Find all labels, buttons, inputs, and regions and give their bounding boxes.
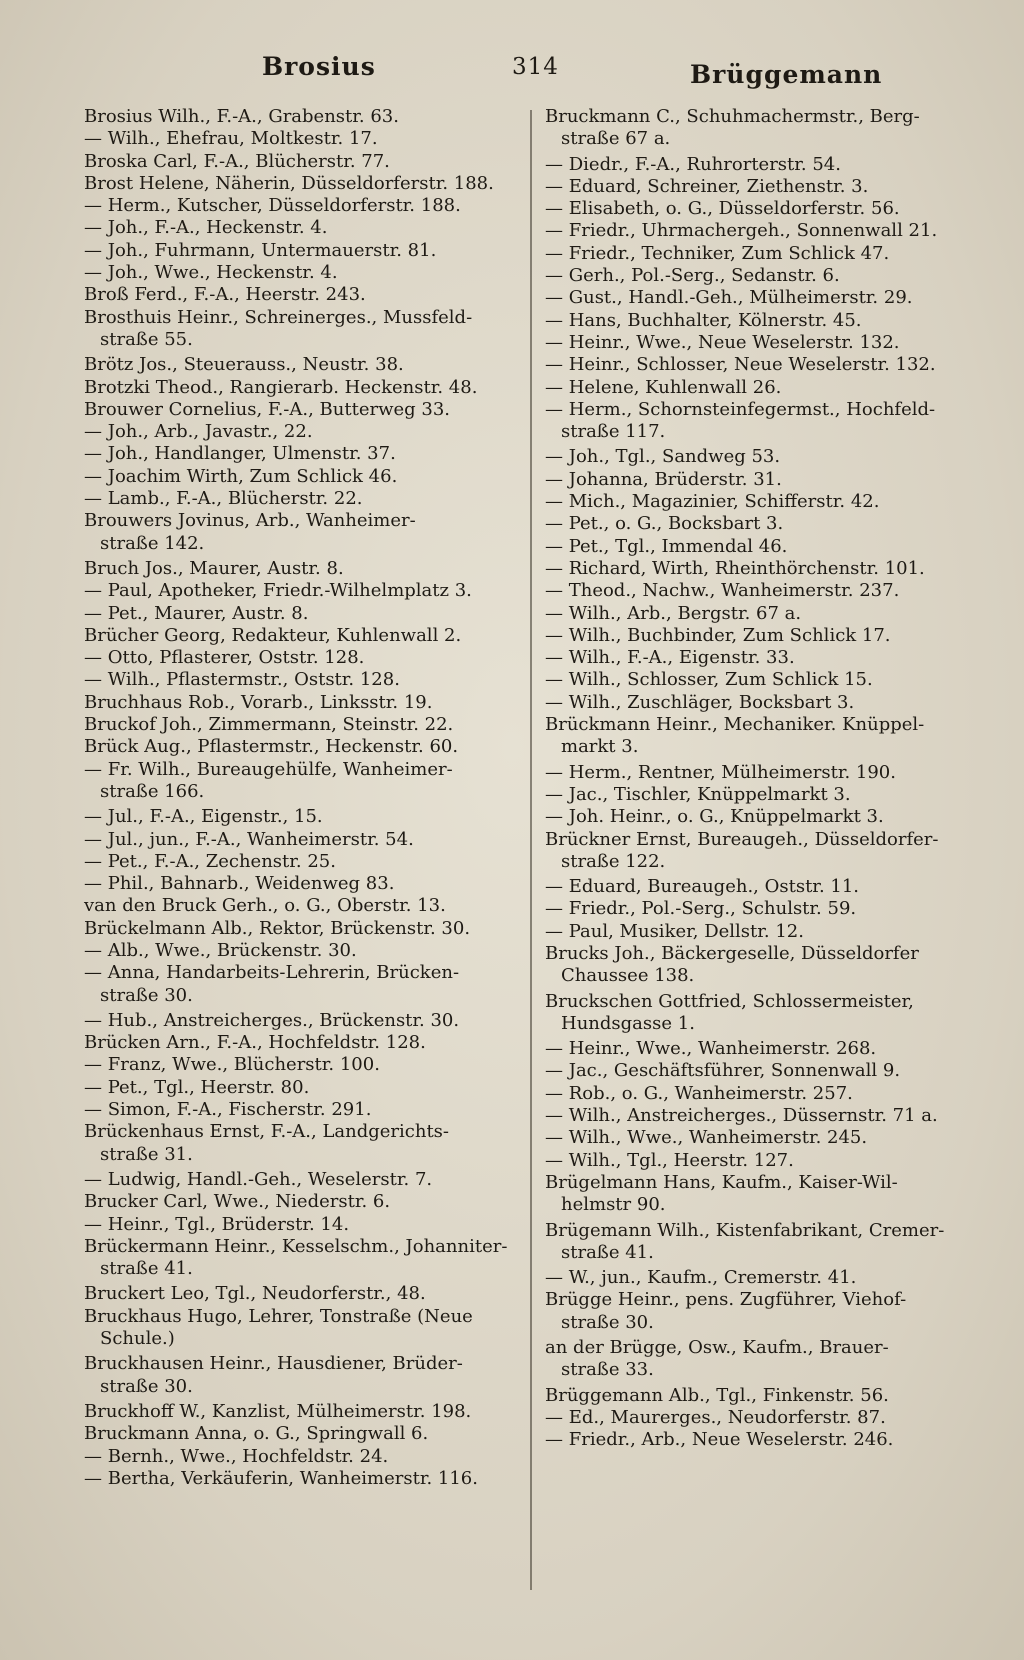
directory-entry: [545, 580, 985, 602]
directory-entry: [84, 217, 516, 239]
directory-entry: [84, 1236, 516, 1281]
directory-entry: [84, 240, 516, 262]
entry-text: Brügge Heinr., pens. Zugführer, Viehof-: [545, 1289, 907, 1311]
entry-text: an der Brügge, Osw., Kaufm., Brauer-: [545, 1337, 889, 1359]
directory-entry: [545, 898, 985, 920]
directory-entry: [545, 1150, 985, 1172]
directory-entry: [545, 669, 985, 691]
directory-entry: [545, 991, 985, 1036]
directory-entry: [545, 1038, 985, 1060]
directory-entry: [545, 446, 985, 468]
entry-text: Brügelmann Hans, Kaufm., Kaiser-Wil-: [545, 1171, 898, 1193]
entry-continuation: Schule.): [100, 1328, 175, 1350]
directory-entry: [545, 1407, 985, 1429]
directory-entry: [545, 943, 985, 988]
entry-text: Brucks Joh., Bäckergeselle, Düsseldorfer: [545, 942, 919, 964]
entry-text: — Joh., Handlanger, Ulmenstr. 37.: [84, 443, 396, 465]
entry-text: — Otto, Pflasterer, Oststr. 128.: [84, 647, 365, 669]
directory-entry: [84, 714, 516, 736]
directory-entry: [84, 354, 516, 376]
entry-text: Brückenhaus Ernst, F.-A., Landgerichts-: [84, 1121, 450, 1143]
entry-text: — Pet., F.-A., Zechenstr. 25.: [84, 850, 336, 872]
entry-text: — Phil., Bahnarb., Weidenweg 83.: [84, 873, 395, 895]
directory-entry: [84, 1054, 516, 1076]
directory-entry: [545, 647, 985, 669]
entry-continuation: straße 30.: [100, 984, 193, 1006]
entry-text: — Alb., Wwe., Brückenstr. 30.: [84, 939, 357, 961]
entry-text: — Paul, Musiker, Dellstr. 12.: [545, 920, 804, 942]
entry-text: — Wilh., Arb., Bergstr. 67 a.: [545, 602, 802, 624]
entry-continuation: straße 41.: [100, 1258, 193, 1280]
entry-text: — Rob., o. G., Wanheimerstr. 257.: [545, 1082, 853, 1104]
entry-text: — Herm., Schornsteinfegermst., Hochfeld-: [545, 398, 936, 420]
entry-text: — Wilh., Schlosser, Zum Schlick 15.: [545, 669, 873, 691]
entry-text: — Friedr., Uhrmachergeh., Sonnenwall 21.: [545, 220, 938, 242]
directory-entry: [84, 1468, 516, 1490]
entry-text: Brügemann Wilh., Kistenfabrikant, Cremer-: [545, 1219, 945, 1241]
entry-text: — Joh., Wwe., Heckenstr. 4.: [84, 262, 338, 284]
directory-entry: [84, 1446, 516, 1468]
entry-text: — Jac., Tischler, Knüppelmarkt 3.: [545, 783, 851, 805]
entry-continuation: helmstr 90.: [561, 1194, 666, 1216]
entry-continuation: Hundsgasse 1.: [561, 1012, 695, 1034]
directory-entry: [545, 513, 985, 535]
entry-text: Brouwer Cornelius, F.-A., Butterweg 33.: [84, 398, 451, 420]
directory-entry: [84, 580, 516, 602]
directory-entry: [84, 1099, 516, 1121]
directory-entry: [84, 962, 516, 1007]
directory-entry: [545, 603, 985, 625]
entry-text: Brückelmann Alb., Rektor, Brückenstr. 30.: [84, 917, 471, 939]
directory-entry: [545, 762, 985, 784]
directory-entry: [84, 1214, 516, 1236]
entry-text: — Anna, Handarbeits-Lehrerin, Brücken-: [84, 962, 460, 984]
directory-entry: [84, 195, 516, 217]
directory-entry: [545, 714, 985, 759]
entry-continuation: Chaussee 138.: [561, 965, 695, 987]
entry-text: Brosthuis Heinr., Schreinerges., Mussfeld-: [84, 306, 473, 328]
directory-entry: [545, 354, 985, 376]
directory-entry: [545, 332, 985, 354]
directory-entry: [545, 265, 985, 287]
entry-continuation: straße 117.: [561, 421, 666, 443]
entry-text: — Jul., jun., F.-A., Wanheimerstr. 54.: [84, 828, 414, 850]
directory-entry: [84, 1077, 516, 1099]
directory-entry: [84, 377, 516, 399]
entry-text: — Friedr., Techniker, Zum Schlick 47.: [545, 242, 890, 264]
entry-continuation: markt 3.: [561, 736, 639, 758]
entry-text: — Bernh., Wwe., Hochfeldstr. 24.: [84, 1445, 389, 1467]
entry-text: — Wilh., Tgl., Heerstr. 127.: [545, 1149, 794, 1171]
directory-entry: [84, 851, 516, 873]
directory-entry: [84, 669, 516, 691]
entry-text: — Wilh., F.-A., Eigenstr. 33.: [545, 647, 795, 669]
entry-text: Bruckhoff W., Kanzlist, Mülheimerstr. 198.: [84, 1400, 472, 1422]
entry-text: Bruchhaus Rob., Vorarb., Linksstr. 19.: [84, 691, 433, 713]
directory-entry: [545, 1289, 985, 1334]
directory-entry: [545, 625, 985, 647]
entry-text: — W., jun., Kaufm., Cremerstr. 41.: [545, 1267, 857, 1289]
entry-text: Brückner Ernst, Bureaugeh., Düsseldorfer-: [545, 828, 939, 850]
entry-text: Brückmann Heinr., Mechaniker. Knüppel-: [545, 714, 925, 736]
directory-entry: [545, 921, 985, 943]
directory-entry: [545, 1220, 985, 1265]
running-head-left: Brosius: [262, 52, 376, 81]
entry-text: Bruckof Joh., Zimmermann, Steinstr. 22.: [84, 714, 454, 736]
directory-entry: [84, 806, 516, 828]
entry-text: Brost Helene, Näherin, Düsseldorferstr. 188.: [84, 172, 494, 194]
entry-text: — Wilh., Ehefrau, Moltkestr. 17.: [84, 128, 378, 150]
entry-text: — Herm., Rentner, Mülheimerstr. 190.: [545, 761, 896, 783]
directory-entry: [545, 1105, 985, 1127]
directory-entry: [84, 647, 516, 669]
directory-entry: [545, 469, 985, 491]
right-column: [545, 106, 985, 1452]
entry-text: — Helene, Kuhlenwall 26.: [545, 376, 782, 398]
directory-entry: [84, 1306, 516, 1351]
directory-entry: [84, 918, 516, 940]
directory-entry: [84, 625, 516, 647]
directory-entry: [545, 876, 985, 898]
entry-continuation: straße 31.: [100, 1143, 193, 1165]
directory-entry: [84, 829, 516, 851]
directory-entry: [84, 307, 516, 352]
entry-text: Brück Aug., Pflastermstr., Heckenstr. 60.: [84, 736, 459, 758]
left-column: [84, 106, 516, 1490]
entry-text: — Fr. Wilh., Bureaugehülfe, Wanheimer-: [84, 758, 453, 780]
directory-entry: [84, 151, 516, 173]
entry-text: — Jul., F.-A., Eigenstr., 15.: [84, 806, 323, 828]
directory-entry: [84, 399, 516, 421]
entry-text: — Gust., Handl.-Geh., Mülheimerstr. 29.: [545, 287, 913, 309]
entry-continuation: straße 30.: [100, 1375, 193, 1397]
directory-entry: [545, 1060, 985, 1082]
directory-entry: [84, 736, 516, 758]
entry-text: — Pet., Tgl., Heerstr. 80.: [84, 1076, 310, 1098]
directory-entry: [84, 1401, 516, 1423]
entry-text: Bruckschen Gottfried, Schlossermeister,: [545, 990, 914, 1012]
entry-text: — Ed., Maurerges., Neudorferstr. 87.: [545, 1406, 886, 1428]
entry-text: Brücken Arn., F.-A., Hochfeldstr. 128.: [84, 1032, 426, 1054]
directory-entry: [84, 466, 516, 488]
entry-text: — Mich., Magazinier, Schifferstr. 42.: [545, 491, 880, 513]
entry-text: — Wilh., Zuschläger, Bocksbart 3.: [545, 691, 855, 713]
directory-entry: [84, 1423, 516, 1445]
entry-continuation: straße 142.: [100, 532, 205, 554]
directory-entry: [84, 488, 516, 510]
directory-entry: [84, 284, 516, 306]
directory-entry: [545, 176, 985, 198]
entry-text: Brüggemann Alb., Tgl., Finkenstr. 56.: [545, 1384, 889, 1406]
entry-text: — Elisabeth, o. G., Düsseldorferstr. 56.: [545, 198, 900, 220]
directory-entry: [545, 1083, 985, 1105]
directory-entry: [84, 873, 516, 895]
directory-entry: [84, 421, 516, 443]
directory-entry: [545, 220, 985, 242]
entry-text: — Ludwig, Handl.-Geh., Weselerstr. 7.: [84, 1168, 433, 1190]
entry-text: Bruckhaus Hugo, Lehrer, Tonstraße (Neue: [84, 1305, 473, 1327]
entry-text: — Bertha, Verkäuferin, Wanheimerstr. 116.: [84, 1467, 478, 1489]
directory-entry: [545, 310, 985, 332]
directory-entry: [545, 399, 985, 444]
running-head-right: Brüggemann: [690, 60, 883, 89]
entry-continuation: straße 122.: [561, 850, 666, 872]
entry-text: — Joh., Fuhrmann, Untermauerstr. 81.: [84, 239, 437, 261]
directory-entry: [84, 173, 516, 195]
directory-entry: [84, 106, 516, 128]
entry-text: — Joachim Wirth, Zum Schlick 46.: [84, 465, 398, 487]
entry-text: — Wilh., Pflastermstr., Oststr. 128.: [84, 669, 400, 691]
column-divider: [530, 110, 532, 1590]
directory-entry: [84, 1283, 516, 1305]
directory-entry: [84, 443, 516, 465]
entry-continuation: straße 55.: [100, 328, 193, 350]
directory-entry: [545, 106, 985, 151]
entry-text: Brouwers Jovinus, Arb., Wanheimer-: [84, 510, 416, 532]
entry-text: — Heinr., Wwe., Neue Weselerstr. 132.: [545, 331, 900, 353]
directory-entry: [545, 154, 985, 176]
entry-text: Bruch Jos., Maurer, Austr. 8.: [84, 557, 344, 579]
directory-entry: [545, 1429, 985, 1451]
entry-text: — Gerh., Pol.-Serg., Sedanstr. 6.: [545, 265, 840, 287]
directory-entry: [84, 128, 516, 150]
directory-entry: [84, 692, 516, 714]
directory-entry: [545, 1385, 985, 1407]
entry-text: Bruckhausen Heinr., Hausdiener, Brüder-: [84, 1353, 463, 1375]
entry-text: — Wilh., Anstreicherges., Düssernstr. 71 a.: [545, 1105, 938, 1127]
directory-entry: [84, 558, 516, 580]
entry-text: — Johanna, Brüderstr. 31.: [545, 468, 782, 490]
directory-entry: [84, 940, 516, 962]
directory-entry: [545, 1267, 985, 1289]
entry-continuation: straße 166.: [100, 780, 205, 802]
entry-text: — Heinr., Tgl., Brüderstr. 14.: [84, 1213, 350, 1235]
directory-entry: [545, 784, 985, 806]
entry-text: Brosius Wilh., F.-A., Grabenstr. 63.: [84, 106, 399, 127]
entry-text: — Friedr., Arb., Neue Weselerstr. 246.: [545, 1429, 894, 1451]
directory-entry: [545, 1127, 985, 1149]
entry-text: — Joh., Arb., Javastr., 22.: [84, 421, 313, 443]
directory-entry: [545, 829, 985, 874]
entry-text: Broß Ferd., F.-A., Heerstr. 243.: [84, 284, 366, 306]
entry-text: van den Bruck Gerh., o. G., Oberstr. 13.: [84, 895, 446, 917]
entry-text: — Lamb., F.-A., Blücherstr. 22.: [84, 488, 363, 510]
entry-text: — Theod., Nachw., Wanheimerstr. 237.: [545, 580, 900, 602]
page-number: 314: [512, 54, 559, 80]
entry-text: — Paul, Apotheker, Friedr.-Wilhelmplatz 3.: [84, 580, 472, 602]
directory-entry: [545, 806, 985, 828]
entry-text: — Heinr., Wwe., Wanheimerstr. 268.: [545, 1038, 877, 1060]
entry-text: — Friedr., Pol.-Serg., Schulstr. 59.: [545, 898, 857, 920]
entry-text: — Wilh., Wwe., Wanheimerstr. 245.: [545, 1127, 868, 1149]
entry-text: — Wilh., Buchbinder, Zum Schlick 17.: [545, 624, 891, 646]
directory-entry: [545, 1172, 985, 1217]
entry-text: — Pet., Maurer, Austr. 8.: [84, 602, 309, 624]
entry-text: — Richard, Wirth, Rheinthörchenstr. 101.: [545, 557, 925, 579]
directory-entry: [84, 759, 516, 804]
directory-entry: [84, 262, 516, 284]
entry-text: Brötz Jos., Steuerauss., Neustr. 38.: [84, 354, 404, 376]
entry-text: — Herm., Kutscher, Düsseldorferstr. 188.: [84, 195, 461, 217]
directory-entry: [84, 1191, 516, 1213]
directory-entry: [84, 510, 516, 555]
directory-entry: [545, 558, 985, 580]
entry-text: — Joh., F.-A., Heckenstr. 4.: [84, 217, 328, 239]
entry-text: — Pet., o. G., Bocksbart 3.: [545, 513, 784, 535]
entry-text: — Joh. Heinr., o. G., Knüppelmarkt 3.: [545, 806, 884, 828]
directory-entry: [84, 1010, 516, 1032]
entry-text: — Franz, Wwe., Blücherstr. 100.: [84, 1054, 380, 1076]
directory-entry: [84, 603, 516, 625]
entry-text: Broska Carl, F.-A., Blücherstr. 77.: [84, 150, 390, 172]
entry-text: — Joh., Tgl., Sandweg 53.: [545, 446, 781, 468]
entry-text: Brückermann Heinr., Kesselschm., Johanniter-: [84, 1235, 508, 1257]
entry-text: Brücher Georg, Redakteur, Kuhlenwall 2.: [84, 624, 462, 646]
entry-text: Brotzki Theod., Rangierarb. Heckenstr. 48.: [84, 376, 478, 398]
entry-text: — Pet., Tgl., Immendal 46.: [545, 535, 788, 557]
entry-continuation: straße 67 a.: [561, 128, 671, 150]
entry-text: — Diedr., F.-A., Ruhrorterstr. 54.: [545, 153, 841, 175]
entry-continuation: straße 41.: [561, 1241, 654, 1263]
directory-entry: [545, 491, 985, 513]
entry-text: Brucker Carl, Wwe., Niederstr. 6.: [84, 1191, 391, 1213]
entry-text: — Hub., Anstreicherges., Brückenstr. 30.: [84, 1009, 460, 1031]
entry-text: — Heinr., Schlosser, Neue Weselerstr. 132.: [545, 354, 936, 376]
directory-entry: [545, 287, 985, 309]
directory-entry: [545, 536, 985, 558]
entry-text: Bruckert Leo, Tgl., Neudorferstr., 48.: [84, 1283, 426, 1305]
entry-text: — Simon, F.-A., Fischerstr. 291.: [84, 1099, 372, 1121]
entry-text: — Eduard, Bureaugeh., Oststr. 11.: [545, 876, 860, 898]
directory-entry: [545, 377, 985, 399]
entry-continuation: straße 30.: [561, 1311, 654, 1333]
directory-entry: [84, 1353, 516, 1398]
entry-text: — Hans, Buchhalter, Kölnerstr. 45.: [545, 309, 862, 331]
directory-entry: [545, 692, 985, 714]
entry-text: Bruckmann Anna, o. G., Springwall 6.: [84, 1423, 429, 1445]
directory-entry: [84, 1169, 516, 1191]
directory-entry: [84, 1032, 516, 1054]
entry-text: — Eduard, Schreiner, Ziethenstr. 3.: [545, 175, 869, 197]
directory-entry: [545, 1337, 985, 1382]
entry-text: Bruckmann C., Schuhmachermstr., Berg-: [545, 106, 920, 127]
entry-continuation: straße 33.: [561, 1359, 654, 1381]
directory-entry: [84, 1121, 516, 1166]
directory-entry: [545, 198, 985, 220]
directory-entry: [545, 243, 985, 265]
directory-entry: [84, 895, 516, 917]
entry-text: — Jac., Geschäftsführer, Sonnenwall 9.: [545, 1060, 901, 1082]
